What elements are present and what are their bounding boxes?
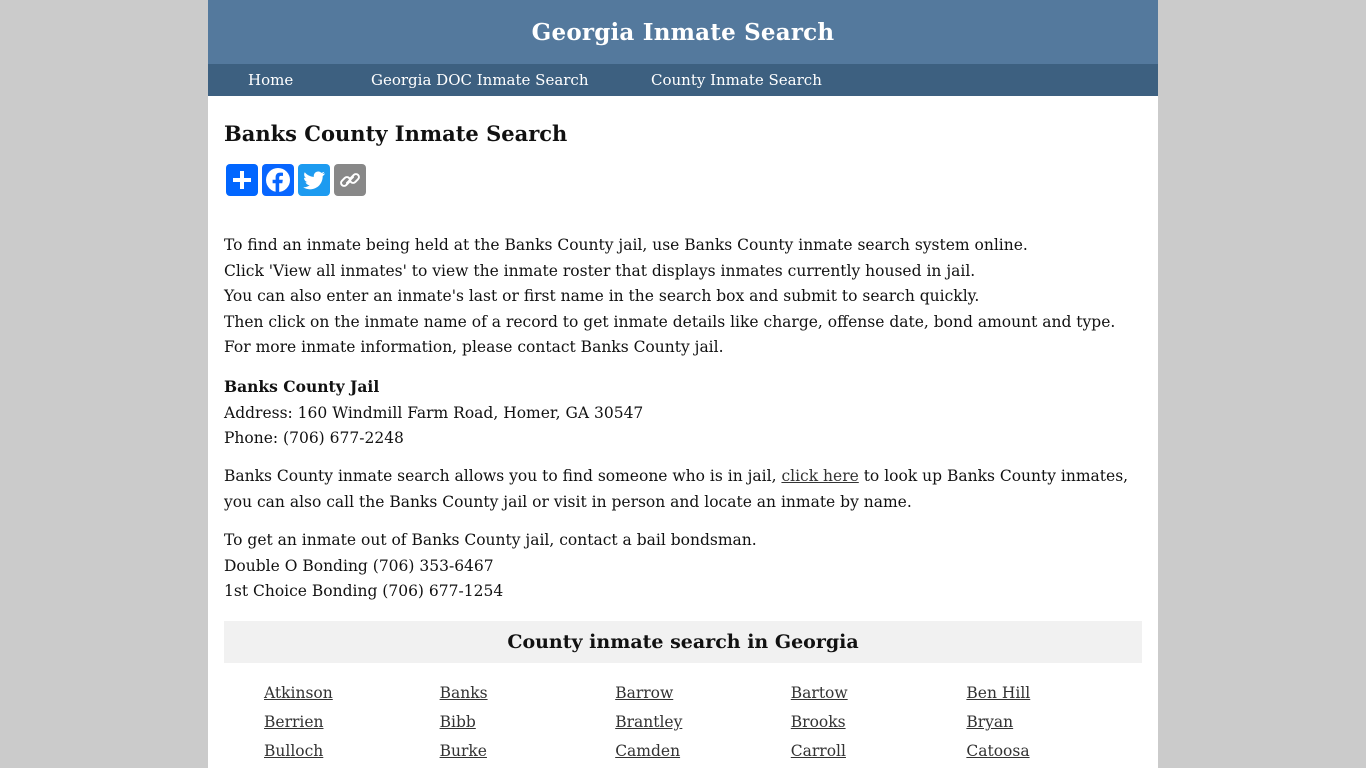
bondsman-item: 1st Choice Bonding (706) 677-1254 xyxy=(224,582,504,601)
nav-county-inmate-search[interactable]: County Inmate Search xyxy=(651,71,822,89)
jail-name: Banks County Jail xyxy=(224,377,380,396)
facebook-icon xyxy=(265,167,291,193)
county-link[interactable]: Bulloch xyxy=(264,742,324,760)
twitter-share-button[interactable] xyxy=(298,164,330,196)
jail-phone: Phone: (706) 677-2248 xyxy=(224,429,404,448)
page-container xyxy=(208,0,1158,768)
county-link[interactable]: Atkinson xyxy=(264,684,333,702)
county-link[interactable]: Bibb xyxy=(439,713,476,731)
county-link[interactable]: Ben Hill xyxy=(966,684,1031,702)
twitter-icon xyxy=(301,167,327,193)
intro-text xyxy=(224,233,1142,361)
page-title: Banks County Inmate Search xyxy=(224,121,568,146)
county-list xyxy=(264,680,1142,764)
main-nav xyxy=(208,64,1158,96)
county-link[interactable]: Carroll xyxy=(790,742,846,760)
facebook-share-button[interactable] xyxy=(262,164,294,196)
county-link[interactable]: Bartow xyxy=(790,684,848,702)
intro-line: You can also enter an inmate's last or first name in the search box and submit to search quickly. xyxy=(224,287,980,306)
jail-info xyxy=(224,374,1142,452)
lookup-text-before: Banks County inmate search allows you to find someone who is in jail, xyxy=(224,467,782,485)
county-section-title: County inmate search in Georgia xyxy=(507,631,859,653)
bail-intro: To get an inmate out of Banks County jail, contact a bail bondsman. xyxy=(224,531,757,549)
county-section-header xyxy=(224,621,1142,663)
bail-info xyxy=(224,528,1142,605)
county-link[interactable]: Barrow xyxy=(615,684,674,702)
intro-line: For more inmate information, please contact Banks County jail. xyxy=(224,338,724,357)
bondsman-item: Double O Bonding (706) 353-6467 xyxy=(224,556,494,575)
lookup-paragraph xyxy=(224,464,1142,515)
copy-link-icon xyxy=(338,168,362,192)
county-link[interactable]: Brantley xyxy=(615,713,683,731)
copy-link-button[interactable] xyxy=(334,164,366,196)
intro-line: Click 'View all inmates' to view the inmate roster that displays inmates currently housed in jail. xyxy=(224,261,976,280)
nav-home[interactable]: Home xyxy=(248,71,294,89)
nav-georgia-doc-inmate-search[interactable]: Georgia DOC Inmate Search xyxy=(371,71,589,89)
county-link[interactable]: Brooks xyxy=(790,713,846,731)
share-buttons xyxy=(226,164,366,196)
share-plus-icon xyxy=(231,169,253,191)
intro-line: Then click on the inmate name of a record to get inmate details like charge, offense date, bond amount and type. xyxy=(224,312,1116,331)
county-link[interactable]: Catoosa xyxy=(966,742,1030,760)
share-button[interactable] xyxy=(226,164,258,196)
intro-line: To find an inmate being held at the Banks County jail, use Banks County inmate search system online. xyxy=(224,236,1028,254)
county-link[interactable]: Bryan xyxy=(966,713,1014,731)
site-header xyxy=(208,0,1158,64)
county-link[interactable]: Burke xyxy=(439,742,487,760)
lookup-text-after: to look up Banks County inmates, you can also call the Banks County jail or visit in person and locate an inmate by name. xyxy=(224,467,1129,511)
county-link[interactable]: Banks xyxy=(439,684,488,702)
site-title[interactable]: Georgia Inmate Search xyxy=(531,18,835,46)
jail-address: Address: 160 Windmill Farm Road, Homer, GA 30547 xyxy=(224,403,644,422)
county-link[interactable]: Camden xyxy=(615,742,681,760)
click-here-link[interactable]: click here xyxy=(781,467,859,485)
county-link[interactable]: Berrien xyxy=(264,713,324,731)
